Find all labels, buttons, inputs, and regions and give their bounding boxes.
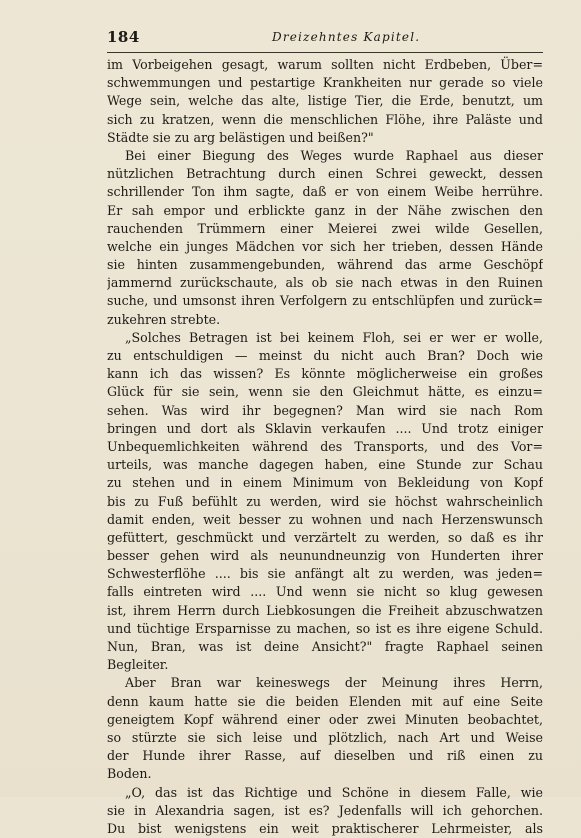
text-line: suche, und umsonst ihren Verfolgern zu entschlüpfen und zurück= [107,293,543,309]
text-line: damit enden, weit besser zu wohnen und nach Herzenswunsch [107,511,543,527]
text-line: sie hinten zusammengebunden, während das arme Geschöpf [107,257,543,273]
text-line: schwemmungen und pestartige Krankheiten nur gerade so viele [107,75,543,91]
text-line: zukehren strebte. [107,311,221,327]
text-line: Glück für sie sein, wenn sie den Gleichmut hätte, es einzu= [107,384,543,400]
text-line: Unbequemlichkeiten während des Transports, und des Vor= [107,438,543,454]
text-line: bis zu Fuß befühlt zu werden, wird sie höchst wahrscheinlich [107,493,543,509]
text-line: kann ich das wissen? Es könnte möglicherweise ein großes [107,366,543,382]
text-line: zu stehen und in einem Minimum von Bekleidung von Kopf [107,475,543,491]
text-line: Er sah empor und erblickte ganz in der Nähe zwischen den [107,202,543,218]
text-line: Begleiter. [107,657,169,673]
text-line: denn kaum hatte sie die beiden Elenden mit auf eine Seite [107,693,543,709]
running-head: Dreizehntes Kapitel. [272,30,421,44]
text-line: falls eintreten wird .... Und wenn sie nicht so klug gewesen [107,584,543,600]
text-line: sehen. Was wird ihr begegnen? Man wird sie nach Rom [107,402,543,418]
text-line: Du bist wenigstens ein weit praktischerer Lehrmeister, als [107,820,543,836]
text-line: Nun, Bran, was ist deine Ansicht?" fragte Raphael seinen [107,639,543,654]
text-line: sich zu kratzen, wenn die menschlichen Flöhe, ihre Paläste und [107,111,543,127]
text-line: der Hunde ihrer Rasse, auf dieselben und riß einen zu [107,748,543,764]
text-line: so stürzte sie sich leise und plötzlich, nach Art und Weise [107,729,543,745]
text-line: „O, das ist das Richtige und Schöne in diesem Falle, wie [125,784,543,800]
text-line: bringen und dort als Sklavin verkaufen .... Und trotz einiger [107,420,543,436]
text-line: sie in Alexandria sagen, ist es? Jedenfalls will ich gehorchen. [107,802,543,818]
text-line: besser gehen wird als neunundneunzig von Hunderten ihrer [107,548,543,564]
header-divider [107,52,543,53]
text-line: Städte sie zu arg belästigen und beißen?" [107,129,374,145]
text-line: schrillender Ton ihm sagte, daß er von einem Weibe herrühre. [107,184,543,200]
text-line: „Solches Betragen ist bei keinem Floh, sei er wer er wolle, [125,329,543,345]
text-line: geneigtem Kopf während einer oder zwei Minuten beobachtet, [107,711,543,727]
text-line: Aber Bran war keineswegs der Meinung ihres Herrn, [125,675,543,691]
page-number: 184 [107,28,140,46]
text-line: jammernd zurückschaute, als ob sie nach etwas in den Ruinen [107,275,543,291]
text-line: im Vorbeigehen gesagt, warum sollten nicht Erdbeben, Über= [107,57,543,72]
text-line: gefüttert, geschmückt und verzärtelt zu werden, so daß es ihr [107,529,543,545]
text-line: Bei einer Biegung des Weges wurde Raphael aus dieser [125,147,543,163]
text-line: Wege sein, welche das alte, listige Tier, die Erde, benutzt, um [107,93,543,109]
text-line: und tüchtige Ersparnisse zu machen, so ist es ihre eigene Schuld. [107,620,543,636]
page-header [107,28,543,46]
text-line: urteils, was manche dagegen haben, eine Stunde zur Schau [107,457,543,473]
text-line: ist, ihrem Herrn durch Liebkosungen die Freiheit abzuschwatzen [107,602,543,618]
body-text [107,56,543,838]
text-line: Boden. [107,766,152,782]
text-line: welche ein junges Mädchen vor sich her trieben, dessen Hände [107,238,543,254]
text-line: Schwesterflöhe .... bis sie anfängt alt zu werden, was jeden= [107,566,543,582]
text-line: zu entschuldigen — meinst du nicht auch Bran? Doch wie [107,348,543,363]
text-line: nützlichen Betrachtung durch einen Schrei geweckt, dessen [107,166,543,182]
text-line: rauchenden Trümmern einer Meierei zwei wilde Gesellen, [107,220,543,236]
